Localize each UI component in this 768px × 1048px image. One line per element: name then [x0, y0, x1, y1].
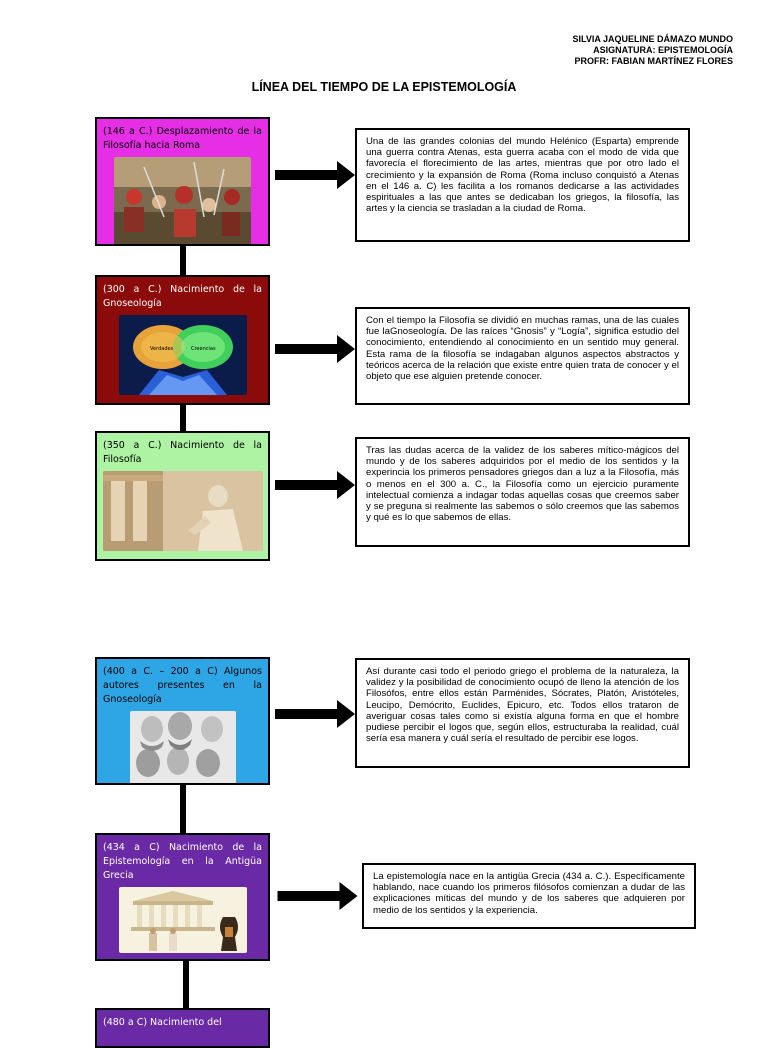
- brain-right-label: Creencias: [190, 346, 216, 352]
- event-box-400bc: [95, 657, 270, 785]
- right-arrow-icon: [275, 471, 355, 499]
- philosopher-busts-image: [130, 711, 236, 785]
- event-description-350bc: Tras las dudas acerca de la validez de los saberes mítico-mágicos del mundo y de los saberes adquiridos por el medio de los sentidos y la experincia los primeros pensadores griegos dan a luz a la Filosofía, más o menos en el 300 a. C., la Filosofía como un ejercicio puramente intelectual comienza a indagar todas aquellas cosas que creemos saber y se preguna si realmente las sabemos o sólo creemos que las sabemos y qué es lo que sabemos de ellas.: [355, 437, 690, 547]
- right-arrow-icon: [275, 335, 355, 363]
- event-box-480bc: [95, 1008, 270, 1048]
- event-description-400bc: Así durante casi todo el periodo griego el problema de la naturaleza, la validez y la posibilidad de conocimiento ocupó de lleno la atención de los Filosófos, entre ellos están Parménides, Sócrates, Platón, Aristóteles, Leucipo, Demócrito, Euclides, Epicuro, etc. Todos ellos trataron de averiguar cosas tales como si existía alguna forma en que el hombre pudiese percibir el logos que, según ellos, estructuraba la realidad, cuál sería esa manera y cuál sería el resultado de percibir ese logos.: [355, 658, 690, 768]
- event-box-350bc: [95, 431, 270, 561]
- event-label: (480 a C) Nacimiento del: [103, 1017, 222, 1028]
- author-header: [572, 34, 733, 67]
- greek-temple-image: [119, 887, 247, 953]
- subject-name: ASIGNATURA: EPISTEMOLOGÍA: [593, 45, 733, 55]
- right-arrow-icon: [275, 700, 355, 728]
- event-box-146bc: [95, 117, 270, 246]
- philosopher-statue-image: [103, 471, 263, 551]
- battle-painting-image: [114, 157, 251, 246]
- page-title: LÍNEA DEL TIEMPO DE LA EPISTEMOLOGÍA: [251, 80, 517, 94]
- professor-name: PROFR: FABIAN MARTÍNEZ FLORES: [574, 56, 733, 66]
- author-name: SILVIA JAQUELINE DÁMAZO MUNDO: [572, 34, 733, 44]
- event-description-146bc: Una de las grandes colonias del mundo Helénico (Esparta) emprende una guerra contra Atenas, esta guerra acaba con el modo de vida que favorecía el florecimiento de las artes, mientras que por otro lado el crecimiento y la expansión de Roma (Roma incluso conquistó a Atenas en el 146 a. C) les facilita a los romanos dedicarse a las actividades espirituales a las que antes se dedicaban los griegos, la filosofía, las artes y la ciencia se trasladan a la ciudad de Roma.: [355, 128, 690, 242]
- right-arrow-icon: [275, 882, 360, 910]
- event-label: (350 a C.) Nacimiento de la Filosofía: [103, 440, 262, 465]
- event-label: (300 a C.) Nacimiento de la Gnoseología: [103, 284, 262, 309]
- brain-hemispheres-image: [119, 315, 247, 395]
- timeline-connector: [180, 783, 186, 835]
- timeline-connector: [180, 244, 186, 276]
- right-arrow-icon: [275, 161, 355, 189]
- event-description-434bc: La epistemología nace en la antigüa Grecia (434 a. C.). Específicamente hablando, nace cuando los primeros filósofos comienzan a dudar de las explicaciones míticas del mundo y de los saberes que adquieren por medio de los sentidos y la experiencia.: [362, 863, 696, 929]
- event-label: (400 a C. – 200 a C) Algunos autores presentes en la Gnoseología: [103, 666, 262, 705]
- timeline-connector: [183, 960, 189, 1010]
- timeline-connector: [180, 403, 186, 433]
- event-description-300bc: Con el tiempo la Filosofía se dividió en muchas ramas, una de las cuales fue laGnoseología. De las raíces “Gnosis” y “Logía”, significa estudio del conocimiento, entendiendo al conocimiento en un sentido muy general. Esta rama de la filosofía se indagaban algunos aspectos abstractos y teóricos acerca de la relación que existe entre quien trata de conocer y el objeto que ese alguien pretende conocer.: [355, 307, 690, 405]
- brain-left-label: Verdades: [149, 346, 173, 352]
- event-label: (146 a C.) Desplazamiento de la Filosofía hacia Roma: [103, 126, 262, 151]
- event-box-300bc: [95, 275, 270, 405]
- event-box-434bc: [95, 833, 270, 961]
- event-label: (434 a C) Nacimiento de la Epistemología en la Antigüa Grecia: [103, 842, 262, 881]
